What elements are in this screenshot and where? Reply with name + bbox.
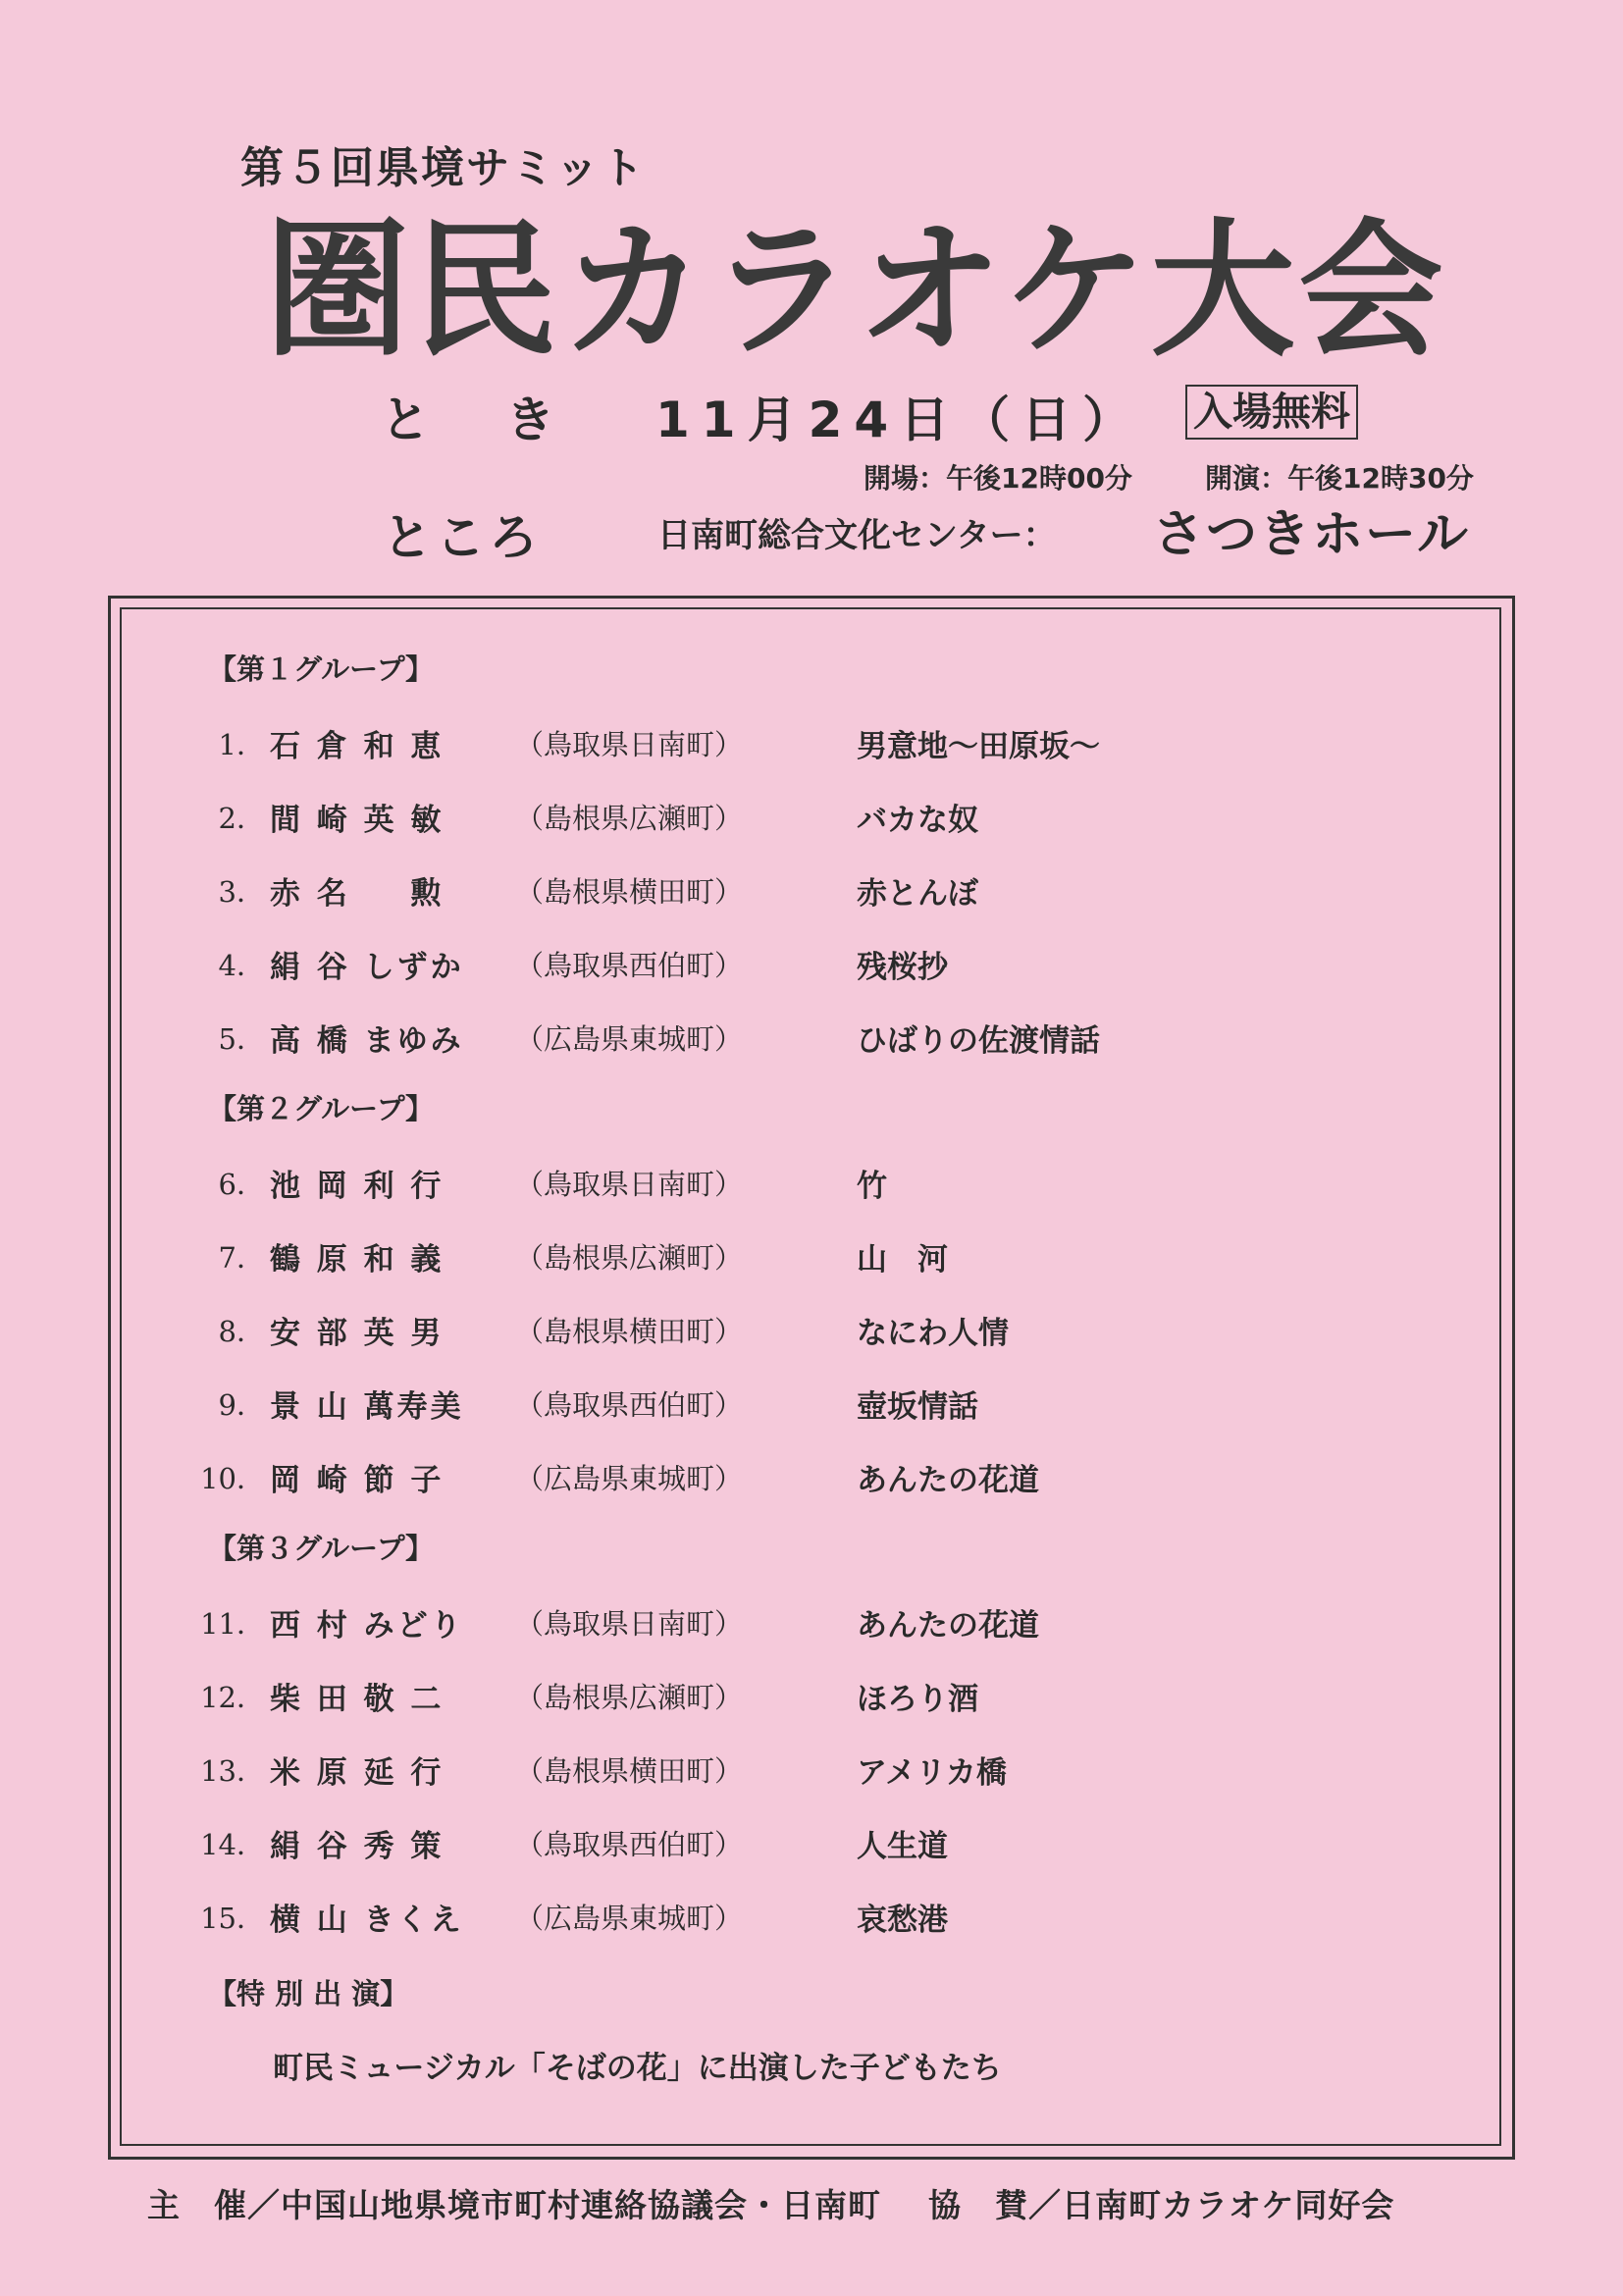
performer-name: 西 村 みどり bbox=[270, 1608, 464, 1644]
entry-number: 2． bbox=[218, 802, 265, 835]
song-title: 哀愁港 bbox=[857, 1903, 948, 1938]
entry-number: 8． bbox=[218, 1315, 265, 1348]
doors-open-time: 開場：午後12時00分 bbox=[864, 462, 1132, 495]
song-title: ひばりの佐渡情話 bbox=[857, 1023, 1100, 1059]
performer-name: 横 山 きくえ bbox=[270, 1903, 464, 1938]
entry-number: 10． bbox=[200, 1462, 265, 1495]
performer-hometown: （鳥取県西伯町） bbox=[515, 1388, 744, 1422]
performer-name: 安 部 英 男 bbox=[270, 1316, 445, 1351]
event-date: 11月24日（日） bbox=[655, 391, 1144, 448]
venue-name: 日南町総合文化センター： bbox=[657, 516, 1057, 555]
performer-hometown: （鳥取県西伯町） bbox=[515, 1828, 744, 1861]
entry-number: 1． bbox=[218, 728, 265, 761]
entry-number: 5． bbox=[218, 1022, 265, 1056]
entry-number: 14． bbox=[200, 1828, 265, 1861]
performer-name: 景 山 萬寿美 bbox=[270, 1389, 464, 1425]
song-title: あんたの花道 bbox=[857, 1463, 1039, 1498]
performer-hometown: （島根県広瀬町） bbox=[515, 1681, 744, 1714]
performer-hometown: （鳥取県日南町） bbox=[515, 728, 744, 761]
performer-name: 柴 田 敬 二 bbox=[270, 1682, 445, 1717]
performer-hometown: （広島県東城町） bbox=[515, 1022, 744, 1056]
entry-number: 15． bbox=[200, 1902, 265, 1935]
song-title: 人生道 bbox=[857, 1829, 948, 1864]
performer-name: 絹 谷 秀 策 bbox=[270, 1829, 445, 1864]
song-title: バカな奴 bbox=[857, 803, 978, 838]
entry-number: 11． bbox=[200, 1607, 265, 1641]
performer-name: 池 岡 利 行 bbox=[270, 1169, 445, 1204]
group-header: 【第１グループ】 bbox=[208, 652, 434, 686]
show-start-time: 開演：午後12時30分 bbox=[1205, 462, 1474, 495]
venue-label: ところ bbox=[383, 509, 542, 566]
performer-name: 米 原 延 行 bbox=[270, 1755, 445, 1791]
venue-hall-name: さつきホール bbox=[1153, 505, 1470, 564]
song-title: 残桜抄 bbox=[857, 950, 948, 985]
performer-hometown: （島根県広瀬町） bbox=[515, 1241, 744, 1275]
song-title: 竹 bbox=[857, 1169, 887, 1204]
song-title: アメリカ橋 bbox=[857, 1755, 1007, 1791]
performer-name: 赤 名 勲 bbox=[270, 876, 445, 912]
group-header: 【第２グループ】 bbox=[208, 1092, 434, 1125]
song-title: 男意地～田原坂～ bbox=[857, 729, 1100, 764]
song-title: なにわ人情 bbox=[857, 1316, 1009, 1351]
entry-number: 7． bbox=[218, 1241, 265, 1275]
performer-hometown: （鳥取県日南町） bbox=[515, 1607, 744, 1641]
song-title: 壺坂情話 bbox=[857, 1389, 978, 1425]
entry-number: 3． bbox=[218, 875, 265, 909]
special-appearance-header: 【特 別 出 演】 bbox=[208, 1977, 409, 2010]
event-title: 圏民カラオケ大会 bbox=[265, 206, 1447, 377]
performer-hometown: （鳥取県西伯町） bbox=[515, 949, 744, 982]
performer-hometown: （広島県東城町） bbox=[515, 1902, 744, 1935]
free-admission-badge: 入場無料 bbox=[1185, 385, 1358, 440]
performer-hometown: （島根県横田町） bbox=[515, 875, 744, 909]
song-title: 山 河 bbox=[857, 1242, 948, 1278]
date-label: と き bbox=[381, 391, 585, 448]
event-subtitle: 第５回県境サミット bbox=[240, 143, 647, 193]
performer-hometown: （島根県広瀬町） bbox=[515, 802, 744, 835]
performer-name: 高 橋 まゆみ bbox=[270, 1023, 464, 1059]
song-title: 赤とんぼ bbox=[857, 876, 978, 912]
song-title: あんたの花道 bbox=[857, 1608, 1039, 1644]
song-title: ほろり酒 bbox=[857, 1682, 978, 1717]
special-appearance-text: 町民ミュージカル「そばの花」に出演した子どもたち bbox=[273, 2051, 1002, 2086]
performer-hometown: （鳥取県日南町） bbox=[515, 1168, 744, 1201]
performer-hometown: （島根県横田町） bbox=[515, 1754, 744, 1788]
performer-name: 石 倉 和 恵 bbox=[270, 729, 445, 764]
performer-hometown: （島根県横田町） bbox=[515, 1315, 744, 1348]
footer bbox=[147, 2180, 1394, 2226]
entry-number: 4． bbox=[218, 949, 265, 982]
organizer-text: 主 催／中国山地県境市町村連絡協議会・日南町 bbox=[147, 2186, 881, 2224]
performer-name: 間 崎 英 敏 bbox=[270, 803, 445, 838]
entry-number: 12． bbox=[200, 1681, 265, 1714]
performer-name: 鶴 原 和 義 bbox=[270, 1242, 445, 1278]
sponsor-text: 協 賛／日南町カラオケ同好会 bbox=[928, 2186, 1395, 2224]
entry-number: 6． bbox=[218, 1168, 265, 1201]
performer-name: 絹 谷 しずか bbox=[270, 950, 464, 985]
performer-name: 岡 崎 節 子 bbox=[270, 1463, 445, 1498]
entry-number: 9． bbox=[218, 1388, 265, 1422]
group-header: 【第３グループ】 bbox=[208, 1532, 434, 1565]
performer-hometown: （広島県東城町） bbox=[515, 1462, 744, 1495]
entry-number: 13． bbox=[200, 1754, 265, 1788]
